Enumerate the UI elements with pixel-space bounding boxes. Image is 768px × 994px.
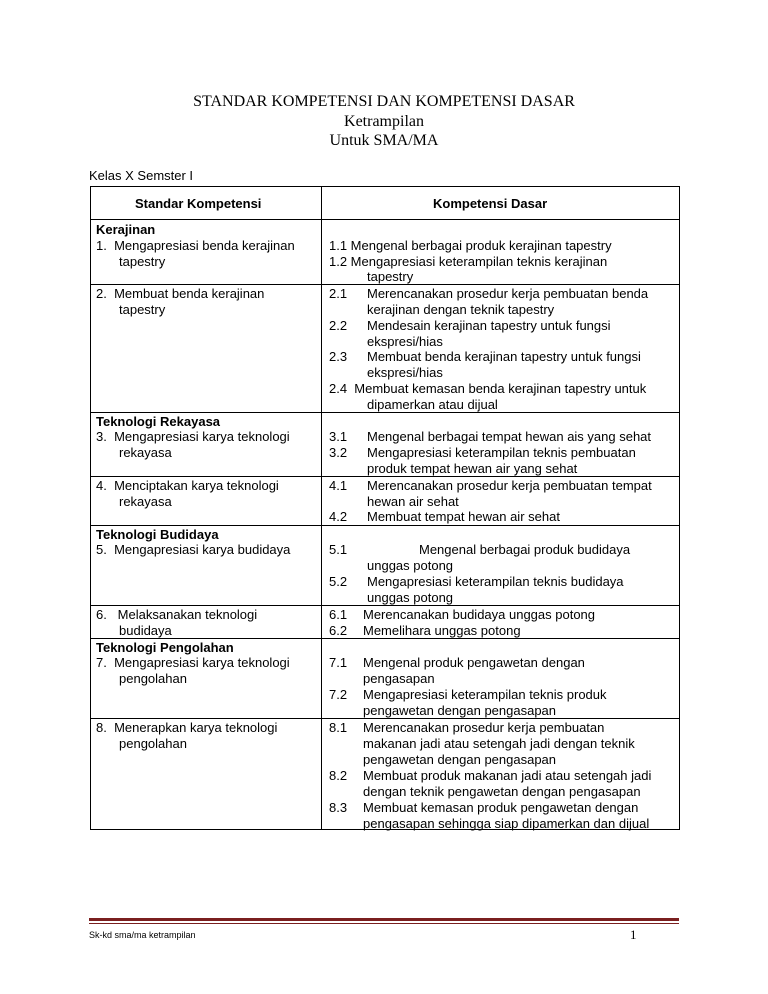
kd-5-1: Mengenal berbagai produk budidaya [419,542,631,557]
kd-7-1-num: 7.1 [329,655,348,670]
kd-2-4-cont: dipamerkan atau dijual [367,397,498,412]
section-rekayasa: Teknologi Rekayasa [96,414,221,429]
kd-4-1-num: 4.1 [329,478,348,493]
sk-7-cont: pengolahan [119,671,187,686]
kd-7-1-cont: pengasapan [363,671,435,686]
col-header-kd: Kompetensi Dasar [433,196,548,211]
sk-5: 5. Mengapresiasi karya budidaya [96,542,291,557]
header-rule [91,219,679,220]
row-rule [91,412,679,413]
kd-1-2: 1.2 Mengapresiasi keterampilan teknis kerajinan [329,254,608,269]
sk-2: 2. Membuat benda kerajinan [96,286,265,301]
sk-6: 6. Melaksanakan teknologi [96,607,258,622]
sk-4-cont: rekayasa [119,494,172,509]
kd-8-3: Membuat kemasan produk pengawetan dengan [363,800,639,815]
kd-1-1: 1.1 Mengenal berbagai produk kerajinan tapestry [329,238,612,253]
kd-8-2-num: 8.2 [329,768,348,783]
kd-8-1: Merencanakan prosedur kerja pembuatan [363,720,605,735]
kd-5-1-cont: unggas potong [367,558,454,573]
kd-3-2-num: 3.2 [329,445,348,460]
kd-8-3-num: 8.3 [329,800,348,815]
kd-8-2-cont: dengan teknik pengawetan dengan pengasapan [363,784,641,799]
kd-8-1-cont2: pengawetan dengan pengasapan [363,752,557,767]
kd-4-1-cont: hewan air sehat [367,494,459,509]
kd-2-2-num: 2.2 [329,318,348,333]
kd-3-2: Mengapresiasi keterampilan teknis pembuatan [367,445,636,460]
sk-7: 7. Mengapresiasi karya teknologi [96,655,290,670]
kd-7-1: Mengenal produk pengawetan dengan [363,655,585,670]
kd-5-2: Mengapresiasi keterampilan teknis budidaya [367,574,624,589]
kd-2-1-cont: kerajinan dengan teknik tapestry [367,302,555,317]
row-rule [91,638,679,639]
kd-2-3-cont: ekspresi/hias [367,365,443,380]
doc-subtitle-2: Untuk SMA/MA [329,132,439,149]
competency-table [90,186,680,830]
footer-rule-thick [89,918,679,921]
section-kerajinan: Kerajinan [96,222,156,237]
row-rule [91,525,679,526]
kd-5-2-cont: unggas potong [367,590,454,605]
sk-2-cont: tapestry [119,302,166,317]
kd-6-1-num: 6.1 [329,607,348,622]
kd-6-2-num: 6.2 [329,623,348,638]
kd-8-1-num: 8.1 [329,720,348,735]
row-rule [91,476,679,477]
kd-3-1: Mengenal berbagai tempat hewan ais yang sehat [367,429,652,444]
section-budidaya: Teknologi Budidaya [96,527,219,542]
row-rule [91,284,679,285]
footer-doc-name: Sk-kd sma/ma ketrampilan [89,930,196,940]
kd-2-1: Merencanakan prosedur kerja pembuatan benda [367,286,649,301]
kd-8-1-cont: makanan jadi atau setengah jadi dengan teknik [363,736,635,751]
kd-8-3-cont: pengasapan sehingga siap dipamerkan dan dijual [363,816,650,831]
sk-1: 1. Mengapresiasi benda kerajinan [96,238,295,253]
kd-2-3: Membuat benda kerajinan tapestry untuk fungsi [367,349,641,364]
page-number: 1 [630,927,637,942]
kd-4-2-num: 4.2 [329,509,348,524]
kd-7-2-num: 7.2 [329,687,348,702]
footer-rule-thin [89,923,679,924]
kd-3-2-cont: produk tempat hewan air yang sehat [367,461,578,476]
kd-2-3-num: 2.3 [329,349,348,364]
doc-subtitle: Ketrampilan [344,113,424,130]
kd-5-2-num: 5.2 [329,574,348,589]
sk-1-cont: tapestry [119,254,166,269]
kd-3-1-num: 3.1 [329,429,348,444]
sk-8: 8. Menerapkan karya teknologi [96,720,278,735]
kd-4-2: Membuat tempat hewan air sehat [367,509,560,524]
kd-2-2: Mendesain kerajinan tapestry untuk fungsi [367,318,611,333]
kd-1-2-cont: tapestry [367,269,414,284]
col-header-sk: Standar Kompetensi [135,196,262,211]
kd-7-2-cont: pengawetan dengan pengasapan [363,703,557,718]
row-rule [91,718,679,719]
sk-4: 4. Menciptakan karya teknologi [96,478,279,493]
sk-3: 3. Mengapresiasi karya teknologi [96,429,290,444]
kd-8-2: Membuat produk makanan jadi atau setengah jadi [363,768,652,783]
kelas-label: Kelas X Semster I [89,168,194,183]
kd-2-1-num: 2.1 [329,286,348,301]
kd-4-1: Merencanakan prosedur kerja pembuatan tempat [367,478,652,493]
sk-3-cont: rekayasa [119,445,172,460]
sk-8-cont: pengolahan [119,736,187,751]
section-pengolahan: Teknologi Pengolahan [96,640,234,655]
doc-title: STANDAR KOMPETENSI DAN KOMPETENSI DASAR [193,93,575,110]
kd-7-2: Mengapresiasi keterampilan teknis produk [363,687,607,702]
row-rule [91,605,679,606]
kd-2-4: 2.4 Membuat kemasan benda kerajinan tapestry untuk [329,381,647,396]
kd-2-2-cont: ekspresi/hias [367,334,443,349]
kd-5-1-num: 5.1 [329,542,348,557]
kd-6-2: Memelihara unggas potong [363,623,521,638]
kd-6-1: Merencanakan budidaya unggas potong [363,607,596,622]
sk-6-cont: budidaya [119,623,172,638]
